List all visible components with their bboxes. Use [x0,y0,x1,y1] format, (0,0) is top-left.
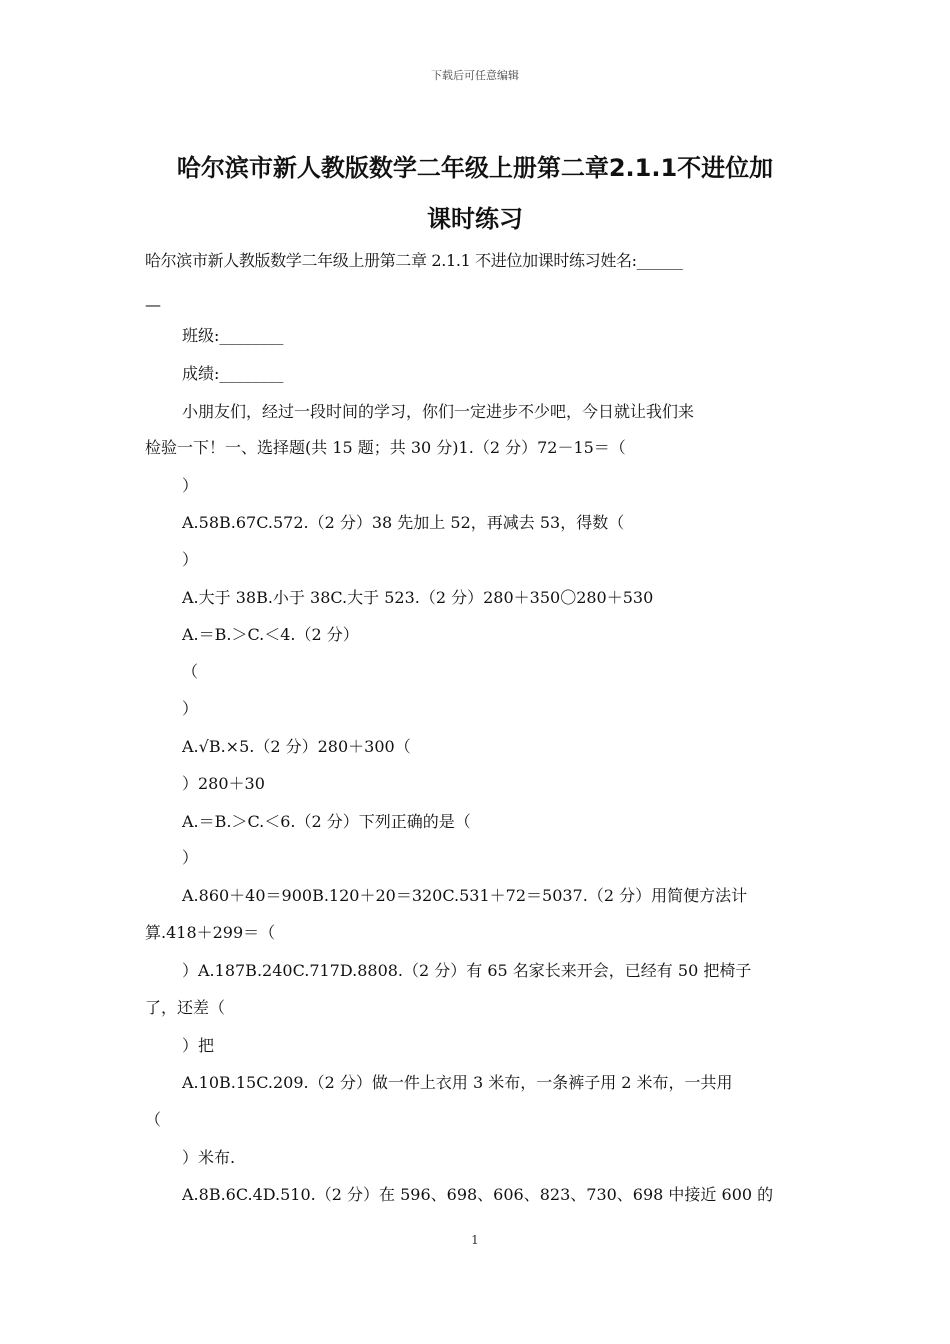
body-line: A.＝B.＞C.＜4.（2 分） [182,625,359,644]
body-line: （ [182,662,199,681]
body-line: 小朋友们，经过一段时间的学习，你们一定进步不少吧，今日就让我们来 [182,402,695,421]
body-line: A.大于 38B.小于 38C.大于 523.（2 分）280＋350〇280＋530 [182,588,654,607]
body-line: 算.418＋299＝（ [145,923,276,942]
body-line: A.＝B.＞C.＜6.（2 分）下列正确的是（ [182,812,471,831]
body-line: A.58B.67C.572.（2 分）38 先加上 52，再减去 53，得数（ [182,513,625,532]
body-line: ） [182,848,199,867]
body-line: ）280＋30 [182,774,265,793]
document-title-line-1: 哈尔滨市新人教版数学二年级上册第二章2.1.1不进位加 [176,154,774,182]
body-line: ）米布. [182,1148,236,1167]
body-line: A.8B.6C.4D.510.（2 分）在 596、698、606、823、730、698 中接近 600 的 [182,1185,774,1204]
body-line: ）A.187B.240C.717D.8808.（2 分）有 65 名家长来开会，已经有 50 把椅子 [182,961,752,980]
class-field: 班级:________ [182,326,284,345]
body-line: A.√B.×5.（2 分）280＋300（ [182,737,411,756]
body-line: ）把 [182,1036,215,1055]
body-line: （ [145,1110,162,1129]
body-line: 了，还差（ [145,998,226,1017]
body-line: 检验一下！一、选择题(共 15 题；共 30 分)1.（2 分）72－15＝（ [145,438,626,457]
body-line: ） [182,476,199,495]
body-line: A.860＋40＝900B.120＋20＝320C.531＋72＝5037.（2 分）用简便方法计 [182,886,748,905]
body-line: ） [182,699,199,718]
body-line: ） [182,550,199,569]
page-number: 1 [471,1233,479,1247]
document-title-line-2: 课时练习 [427,205,523,233]
score-field: 成绩:________ [182,364,284,383]
body-line: 哈尔滨市新人教版数学二年级上册第二章 2.1.1 不进位加课时练习姓名:______ [145,251,683,270]
page-header: 下载后可任意编辑 [431,69,519,82]
body-line: A.10B.15C.209.（2 分）做一件上衣用 3 米布，一条裤子用 2 米布，一共用 [182,1073,733,1092]
body-line: — [145,295,161,314]
